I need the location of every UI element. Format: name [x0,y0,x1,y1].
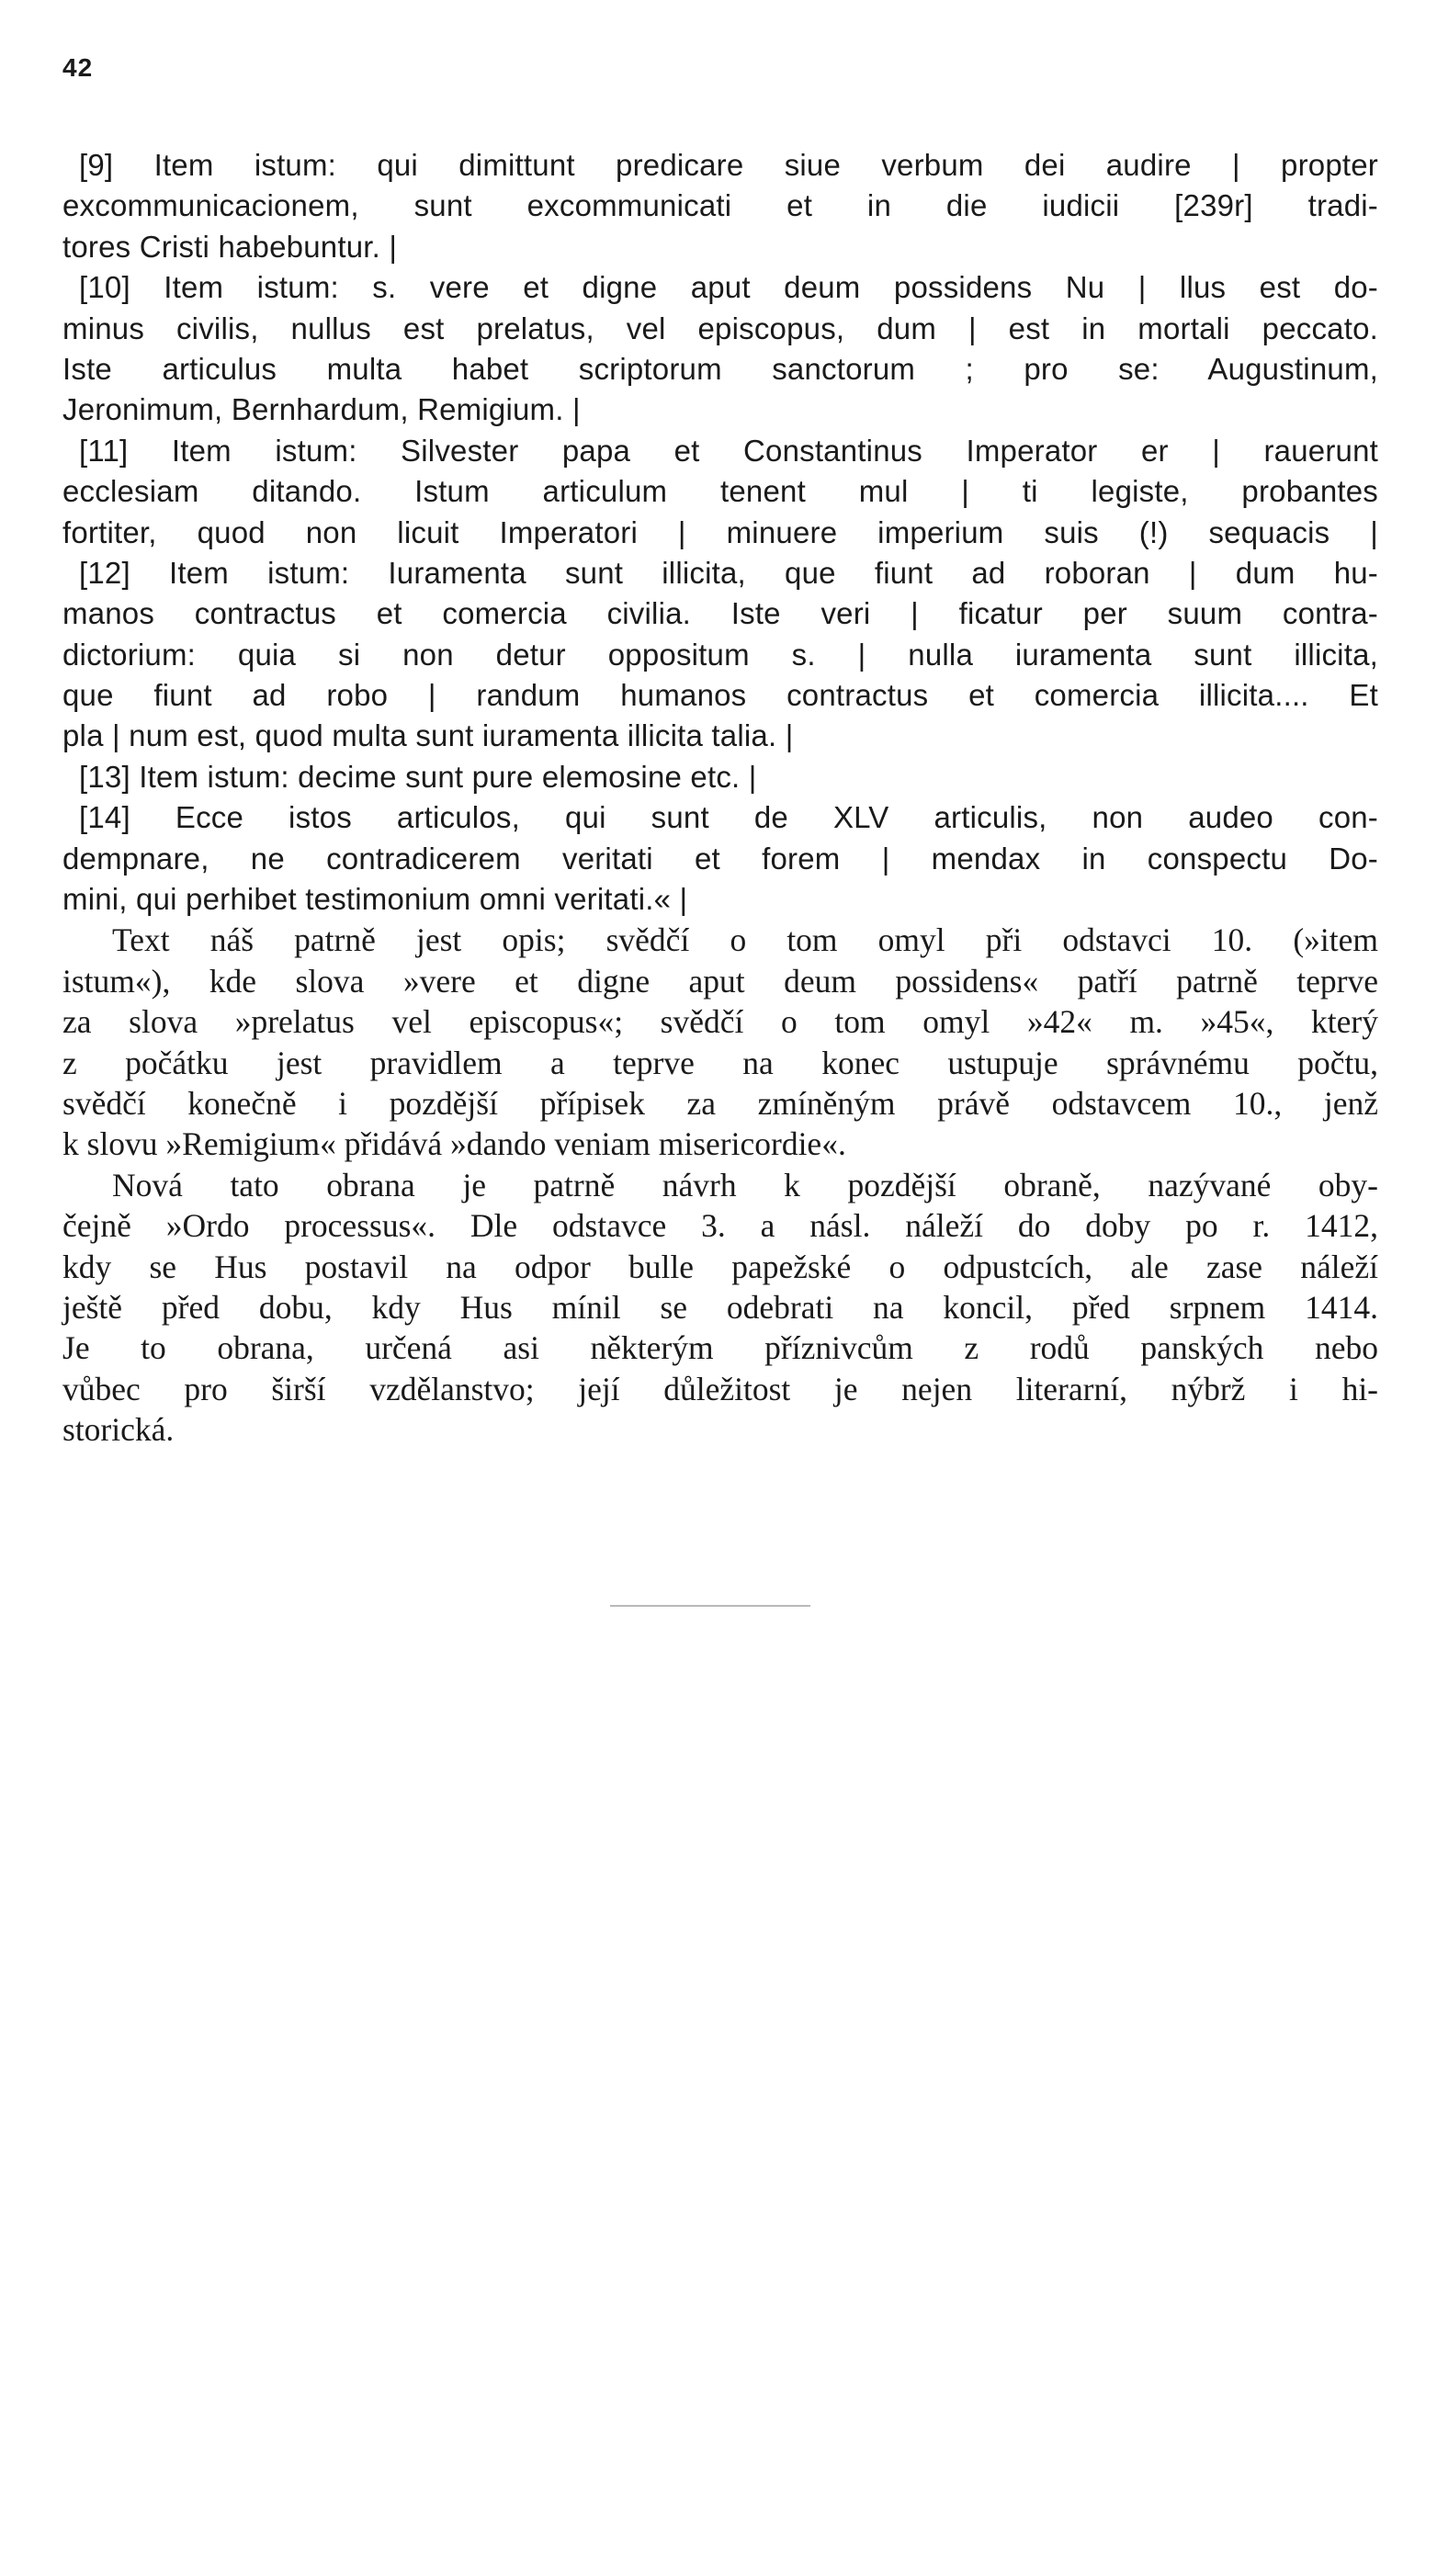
text-line: [11] Item istum: Silvester papa et Constantinus Imperator er | rauerunt [79,433,1378,468]
text-line: [10] Item istum: s. vere et digne aput deum possidens Nu | llus est do- [79,270,1378,305]
text-line: storická. [62,1411,175,1449]
text-line: minus civilis, nullus est prelatus, vel episcopus, dum | est in mortali peccato. [62,311,1378,345]
text-line: istum«), kde slova »vere et digne aput deum possidens« patří patrně teprve [62,962,1378,1000]
text-line: dempnare, ne contradicerem veritati et forem | mendax in conspectu Do- [62,841,1378,876]
text-line: fortiter, quod non licuit Imperatori | minuere imperium suis (!) sequacis | [62,514,1378,549]
text-line: ještě před dobu, kdy Hus mínil se odebrati na koncil, před srpnem 1414. [62,1288,1378,1326]
page-number: 42 [62,53,94,82]
text-line: tores Cristi habebuntur. | [62,229,398,264]
text-line: Nová tato obrana je patrně návrh k pozdější obraně, nazývané oby- [112,1166,1378,1203]
text-line: k slovu »Remigium« přidává »dando veniam misericordie«. [62,1125,846,1163]
text-line: [13] Item istum: decime sunt pure elemosine etc. | [79,759,757,794]
text-line: ecclesiam ditando. Istum articulum tenent mul | ti legiste, probantes [62,474,1378,509]
text-line: Iste articulus multa habet scriptorum sanctorum ; pro se: Augustinum, [62,351,1378,386]
document-body [62,145,1378,1451]
text-line: manos contractus et comercia civilia. Iste veri | ficatur per suum contra- [62,596,1378,631]
text-line: kdy se Hus postavil na odpor bulle papežské o odpustcích, ale zase náleží [62,1248,1378,1285]
text-line: [9] Item istum: qui dimittunt predicare siue verbum dei audire | propter [79,148,1378,182]
text-line: za slova »prelatus vel episcopus«; svědčí o tom omyl »42« m. »45«, který [62,1003,1378,1041]
text-line: excommunicacionem, sunt excommunicati et in die iudicii [239r] tradi- [62,188,1378,223]
section-divider [610,1605,810,1607]
text-line: dictorium: quia si non detur oppositum s. | nulla iuramenta sunt illicita, [62,637,1378,672]
text-line: Text náš patrně jest opis; svědčí o tom omyl při odstavci 10. (»item [112,921,1378,959]
text-line: Je to obrana, určená asi některým příznivcům z rodů panských nebo [62,1329,1378,1367]
text-line: pla | num est, quod multa sunt iuramenta illicita talia. | [62,718,794,753]
text-line: čejně »Ordo processus«. Dle odstavce 3. a násl. náleží do doby po r. 1412, [62,1207,1378,1245]
text-line: mini, qui perhibet testimonium omni veritati.« | [62,882,688,917]
text-line: vůbec pro širší vzdělanstvo; její důležitost je nejen literarní, nýbrž i hi- [62,1370,1378,1407]
text-line: z počátku jest pravidlem a teprve na konec ustupuje správnému počtu, [62,1044,1378,1081]
text-line: [14] Ecce istos articulos, qui sunt de XLV articulis, non audeo con- [79,800,1378,835]
text-line: svědčí konečně i pozdější přípisek za zmíněným právě odstavcem 10., jenž [62,1084,1378,1122]
text-line: Jeronimum, Bernhardum, Remigium. | [62,392,581,427]
text-line: [12] Item istum: Iuramenta sunt illicita, que fiunt ad roboran | dum hu- [79,555,1378,590]
text-line: que fiunt ad robo | randum humanos contractus et comercia illicita.... Et [62,678,1378,713]
